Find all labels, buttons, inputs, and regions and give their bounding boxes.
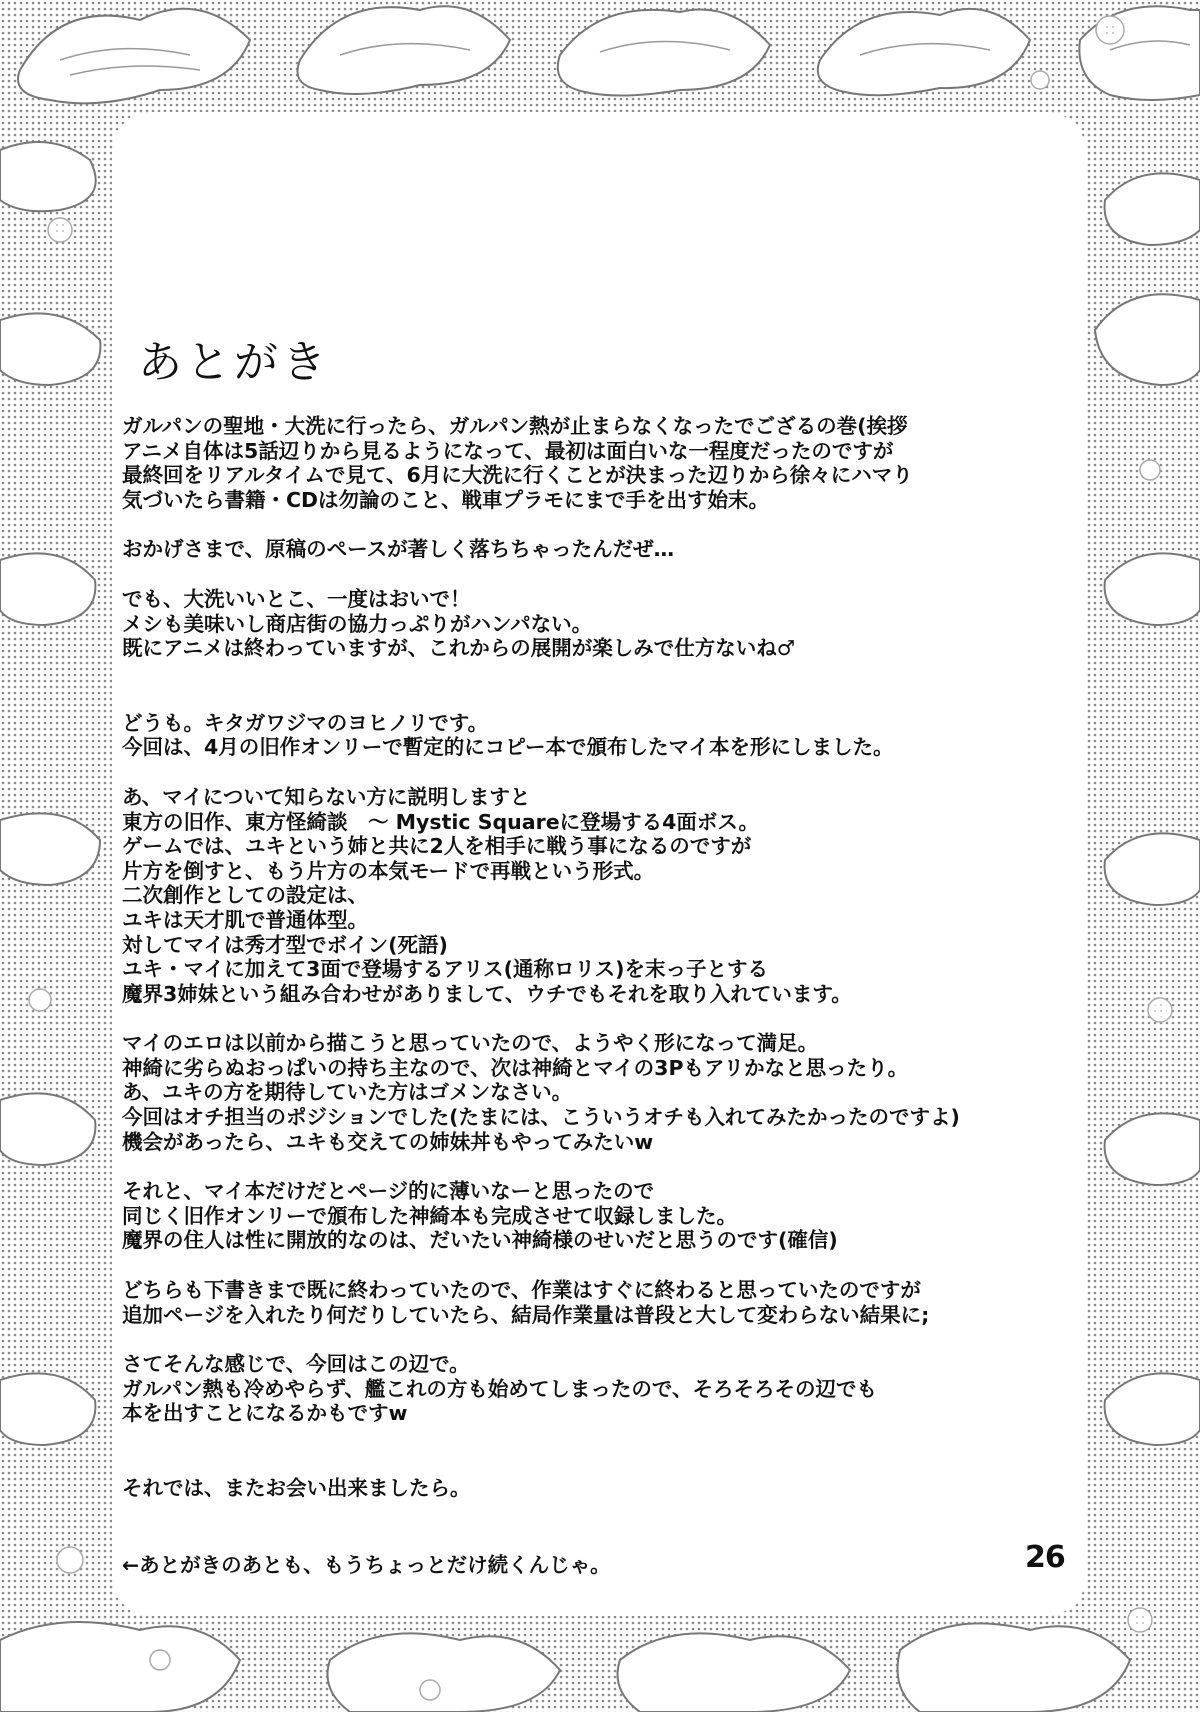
paragraph — [122, 711, 1082, 760]
afterword-body — [122, 414, 1082, 1577]
text-line: 追加ページを入れたり何だりしていたら、結局作業量は普段と大して変わらない結果に; — [122, 1302, 930, 1327]
text-line: でも、大洗いいとこ、一度はおいで！ — [122, 586, 471, 611]
text-line: さてそんな感じで、今回はこの辺で。 — [122, 1352, 470, 1377]
paragraph — [122, 414, 1082, 512]
text-line: 同じく旧作オンリーで頒布した神綺本も完成させて収録しました。 — [122, 1203, 737, 1228]
text-line: それと、マイ本だけだとページ的に薄いなーと思ったので — [122, 1179, 655, 1204]
text-line: どちらも下書きまで既に終わっていたので、作業はすぐに終わると思っていたのですが — [122, 1278, 921, 1303]
text-line: メシも美味いし商店街の協力っぷりがハンパない。 — [122, 611, 593, 636]
text-line: 本を出すことになるかもですw — [122, 1401, 408, 1426]
paragraph — [122, 1179, 1082, 1253]
paragraph — [122, 587, 1082, 661]
paragraph — [122, 1278, 1082, 1327]
text-line: 魔界の住人は性に開放的なのは、だいたい神綺様のせいだと思うのです(確信) — [122, 1228, 838, 1253]
text-line: 今回はオチ担当のポジションでした(たまには、こういうオチも入れてみたかったのですよ) — [122, 1105, 960, 1130]
text-line: アニメ自体は5話辺りから見るようになって、最初は面白いな一程度だったのですが — [122, 438, 894, 463]
text-line: ←あとがきのあとも、もうちょっとだけ続くんじゃ。 — [122, 1552, 611, 1577]
text-line: マイのエロは以前から描こうと思っていたので、ようやく形になって満足。 — [122, 1031, 819, 1056]
text-line: 魔界3姉妹という組み合わせがありまして、ウチでもそれを取り入れています。 — [122, 981, 852, 1006]
text-line: 神綺に劣らぬおっぱいの持ち主なので、次は神綺とマイの3Pもアリかなと思ったり。 — [122, 1055, 909, 1080]
text-line: 東方の旧作、東方怪綺談 ～ Mystic Squareに登場する4面ボス。 — [122, 809, 759, 834]
text-line: 片方を倒すと、もう片方の本気モードで再戦という形式。 — [122, 858, 655, 883]
text-line: 気づいたら書籍・CDは勿論のこと、戦車プラモにまで手を出す始末。 — [122, 487, 770, 512]
paragraph — [122, 785, 1082, 1006]
text-line: ゲームでは、ユキという姉と共に2人を相手に戦う事になるのですが — [122, 834, 752, 859]
paragraph — [122, 1031, 1082, 1154]
paragraph — [122, 1352, 1082, 1426]
text-line: あ、ユキの方を期待していた方はゴメンなさい。 — [122, 1080, 573, 1105]
text-line: それでは、またお会い出来ましたら。 — [122, 1476, 471, 1500]
page-number: 26 — [1025, 1540, 1065, 1575]
text-line: 最終回をリアルタイムで見て、6月に大洗に行くことが決まった辺りから徐々にハマり — [122, 463, 913, 488]
text-line: ガルパン熱も冷めやらず、艦これの方も始めてしまったので、そろそろその辺でも — [122, 1376, 878, 1401]
text-line: 二次創作としての設定は、 — [122, 883, 368, 908]
text-line: 既にアニメは終わっていますが、これからの展開が楽しみで仕方ないね♂ — [122, 636, 796, 661]
paragraph — [122, 1476, 1082, 1501]
text-line: ガルパンの聖地・大洗に行ったら、ガルパン熱が止まらなくなったでござるの巻(挨拶 — [122, 414, 908, 438]
text-line: 今回は、4月の旧作オンリーで暫定的にコピー本で頒布したマイ本を形にしました。 — [122, 735, 894, 760]
text-line: 対してマイは秀才型でボイン(死語) — [122, 932, 448, 957]
text-line: どうも。キタガワジマのヨヒノリです。 — [122, 710, 489, 735]
paragraph — [122, 1553, 1082, 1578]
text-line: 機会があったら、ユキも交えての姉妹丼もやってみたいw — [122, 1129, 654, 1154]
page-title: あとがき — [138, 337, 330, 388]
paragraph — [122, 537, 1082, 562]
text-line: おかげさまで、原稿のペースが著しく落ちちゃったんだぜ… — [122, 537, 675, 562]
text-line: あ、マイについて知らない方に説明しますと — [122, 784, 531, 809]
text-line: ユキは天才肌で普通体型。 — [122, 907, 368, 932]
text-line: ユキ・マイに加えて3面で登場するアリス(通称ロリス)を末っ子とする — [122, 957, 768, 982]
